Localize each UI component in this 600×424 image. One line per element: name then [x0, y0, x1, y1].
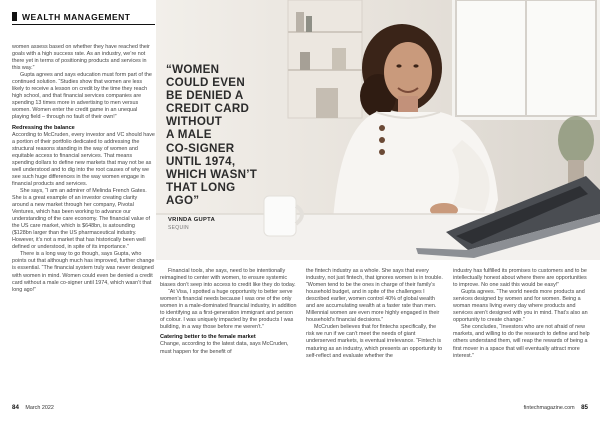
quote-line: AGO”	[166, 193, 200, 207]
col1-paragraph-3: According to McCruden, every investor and VC should have a portion of their portfolio dedicated to addressing the structural reasons standing in the way of women and equitable access to financial services. That means spending dollars to define new markets that may not be as well understood and to dig into the root causes of why we see such huge differences in the way women engage in financial products and services.	[12, 131, 155, 187]
column-2	[160, 268, 297, 356]
quote-company: SEQUIN	[168, 225, 189, 231]
col1-paragraph-5: There is a long way to go though, says Gupta, who points out that although much has improved, further change is essential. “The financial system truly was never designed with women in mind. Women could even be denied a credit card without a male co-signer until 1974, which wasn’t that long ago!”	[12, 251, 155, 293]
quote-author: VRINDA GUPTA	[168, 217, 216, 223]
col3-paragraph-1: the fintech industry as a whole. She says that every industry, not just fintech, that ignores women is in trouble. “Women tend to be the ones in charge of their family’s household budget, and in spite of the challenges I described earlier, women control 40% of global wealth and are accumulating wealth at a faster rate than men. Millennial women are even more highly engaged in their household’s financial decisions.”	[306, 268, 443, 324]
subheading-catering: Catering better to the female market	[160, 334, 256, 341]
quote-line: WITHOUT	[166, 115, 223, 129]
col1-paragraph-1: women assess based on whether they have reached their goals with a high success rate. As an industry, we’re not there yet in terms of positioning products and services in this way.”	[12, 44, 150, 72]
header-rule	[12, 24, 155, 25]
quote-line: UNTIL 1974,	[166, 154, 236, 168]
col1-paragraph-2: Gupta agrees and says education must form part of the continued solution. “Studies show that women are less likely to receive a lesson on credit by the time they reach high school, and that financial services companies are spending 13 times more in advertising to men versus women. Women enter the credit game in an unequal playing field – through no fault of their own!”	[12, 72, 152, 121]
issue-date: March 2022	[25, 405, 54, 411]
column-1	[12, 44, 155, 294]
right-page-number: 85	[581, 404, 588, 411]
section-header: WEALTH MANAGEMENT	[22, 12, 131, 22]
subheading-redressing: Redressing the balance	[12, 124, 75, 131]
quote-line: A MALE	[166, 128, 212, 142]
quote-line: “WOMEN	[166, 63, 220, 76]
quote-line: WHICH WASN’T	[166, 167, 258, 181]
footer-left	[12, 404, 54, 411]
col3-paragraph-2: McCruden believes that for fintechs specifically, the risk we run if we can’t meet the needs of giant underserved markets, is eventual irrelevance. “Fintech is maturing as an industry, which presents an opportunity to self-reflect and evaluate whether the	[306, 324, 443, 359]
section-marker	[12, 12, 17, 21]
footer-right	[524, 404, 588, 411]
col2-paragraph-2: “At Visa, I spotted a huge opportunity to better serve women’s financial needs because I was one of the only women in a male-dominated financial industry, in addition to identifying as a first-generation immigrant and person of colour. I was uniquely impacted by the products I was building, in a way those before me weren’t.”	[160, 289, 297, 331]
quote-line: CO-SIGNER	[166, 141, 235, 155]
col1-paragraph-4: She says, “I am an admirer of Melinda French Gates. She is a great example of an investor creating clarity around a new market through her company, Pivotal Ventures, which has been working to advance our understanding of the care economy. The financial value of the US care market, which is $648bn, is astounding ($128bn larger than the US pharmaceutical industry. However, it’s not a market that has historically been well defined or understood, in spite of its importance.”	[12, 187, 150, 251]
col4-paragraph-3: She concludes, “Investors who are not afraid of new markets, and willing to do the research to define and help others understand them, will reap the rewards of being a first mover in a space that will eventually attract more interest.”	[453, 324, 590, 359]
quote-line: THAT LONG	[166, 180, 236, 194]
quote-line: BE DENIED A	[166, 89, 244, 103]
col4-paragraph-1: industry has fulfilled its promises to customers and to be intellectually honest about where there are opportunities to improve. No one said this would be easy!”	[453, 268, 587, 289]
quote-line: COULD EVEN	[166, 76, 246, 90]
column-4	[453, 268, 590, 360]
quote-line: CREDIT CARD	[166, 102, 250, 116]
col2-paragraph-3: Change, according to the latest data, says McCruden, must happen for the benefit of	[160, 341, 289, 355]
left-page-number: 84	[12, 404, 19, 411]
pull-quote	[166, 63, 301, 207]
column-3	[306, 268, 444, 360]
site-url: fintechmagazine.com	[523, 405, 575, 411]
col4-paragraph-2: Gupta agrees. “The world needs more products and services designed by women and for women. Being a woman means living every day where products and services aren’t designed with you in mind. That’s also an opportunity to create change.”	[453, 289, 588, 324]
col2-paragraph-1: Financial tools, she says, need to be intentionally reimagined to center with women, to ensure systemic biases don’t seep into access to credit like they do today.	[160, 268, 296, 289]
